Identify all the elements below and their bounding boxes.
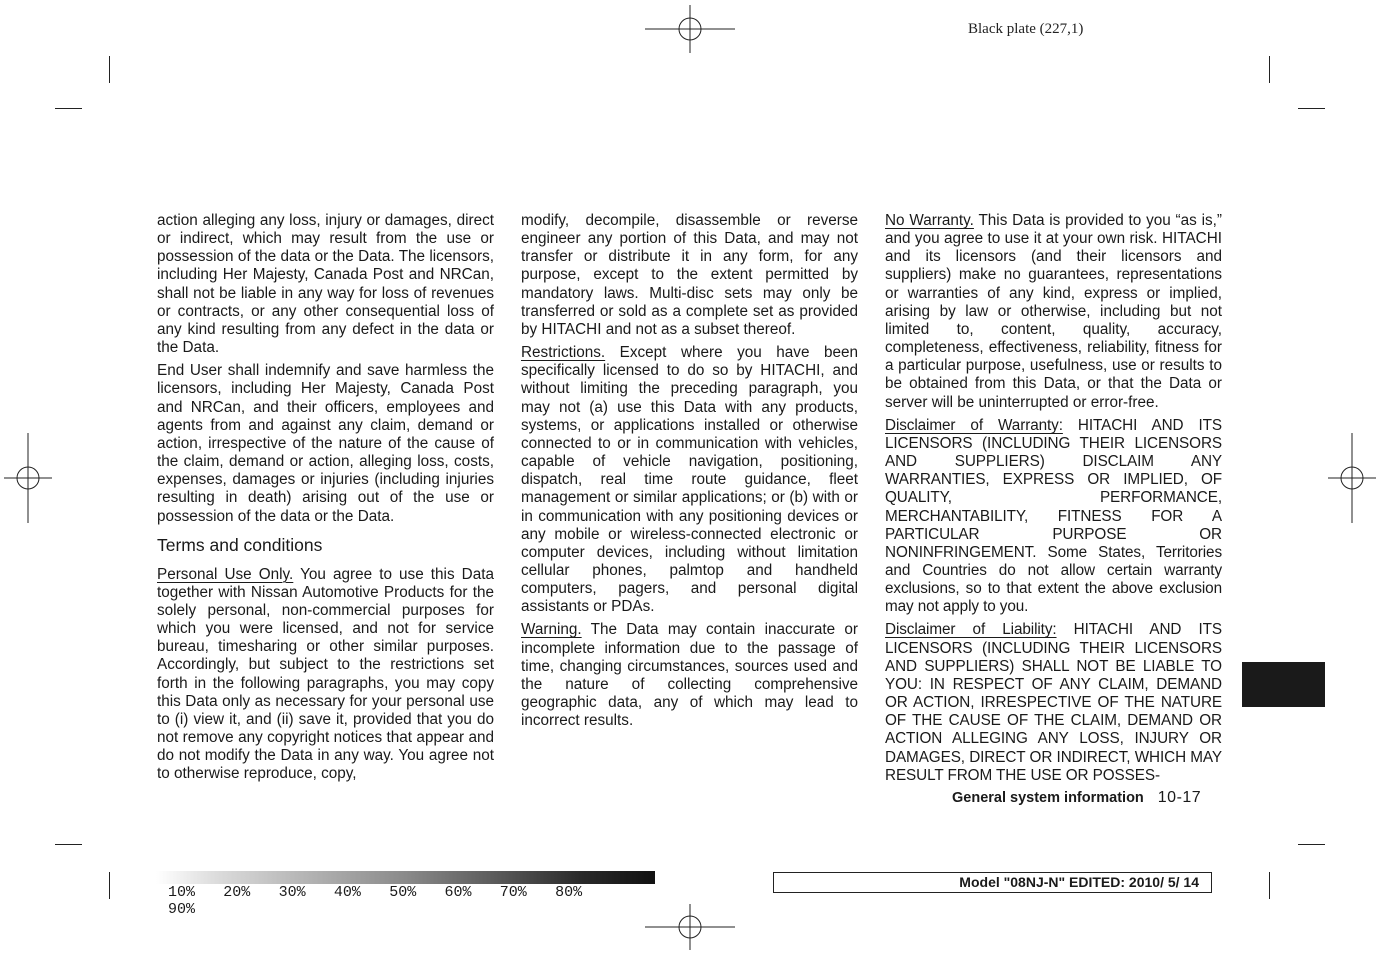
page-footer bbox=[952, 789, 1201, 807]
paragraph-text: The Data may contain inaccurate or incomplete information due to the passage of time, changing circumstances, sources used and the nature of collecting comprehensive geographic data, any of which may lead to incorrect results. bbox=[521, 621, 858, 730]
crop-mark bbox=[1269, 56, 1270, 83]
paragraph: modify, decompile, disassemble or reverse engineer any portion of this Data, and may not transfer or distribute it in any form, for any purpose, except to the extent permitted by mandatory laws. Multi-disc sets may only be transferred or sold as a complete set as provided by HITACHI and not as a subset thereof. bbox=[521, 212, 858, 338]
gradient-label: 70% bbox=[499, 884, 527, 901]
model-edit-box: Model "08NJ-N" EDITED: 2010/ 5/ 14 bbox=[773, 872, 1212, 893]
crop-mark bbox=[109, 56, 110, 83]
paragraph-text: Except where you have been specifically licensed to do so by HITACHI, and without limiting the preceding paragraph, you may not (a) use this Data with any products, systems, or applications installed or otherwise connected to or in communication with vehicles, capable of vehicle navigation, positioning, dispatch, real time route guidance, fleet management or similar applications; or (b) with or in communication with any positioning devices or any mobile or wireless-connected electronic or computer devices, including without limitation cellular phones, palmtop and handheld computers, pagers, and personal digital assistants or PDAs. bbox=[521, 344, 858, 616]
paragraph bbox=[521, 621, 858, 730]
registration-mark-bottom bbox=[645, 904, 735, 950]
section-thumb-tab bbox=[1242, 662, 1325, 707]
gradient-label: 50% bbox=[389, 884, 417, 901]
run-in-heading: Disclaimer of Warranty: bbox=[885, 416, 1063, 434]
gradient-label: 10% bbox=[168, 884, 196, 901]
paragraph bbox=[885, 212, 1222, 412]
crop-mark bbox=[109, 872, 110, 899]
crop-mark bbox=[1298, 844, 1325, 845]
paragraph bbox=[521, 344, 858, 616]
tone-gradient-bar bbox=[156, 871, 655, 884]
paragraph-text: Some States, Territories and Countries do not allow certain warranty exclusions, so to that extent the above exclusion may not apply to you. bbox=[885, 543, 1222, 616]
run-in-heading: Warning. bbox=[521, 621, 582, 639]
crop-mark bbox=[55, 844, 82, 845]
crop-mark bbox=[1269, 872, 1270, 899]
registration-mark-top bbox=[645, 5, 735, 53]
gradient-label: 30% bbox=[278, 884, 306, 901]
text-column-1 bbox=[157, 212, 494, 789]
gradient-label: 20% bbox=[223, 884, 251, 901]
run-in-heading: No Warranty. bbox=[885, 212, 974, 229]
footer-section-title: General system information bbox=[952, 790, 1144, 806]
gradient-label: 40% bbox=[333, 884, 361, 901]
run-in-heading: Personal Use Only. bbox=[157, 565, 294, 583]
page-number: 10-17 bbox=[1157, 789, 1202, 806]
registration-mark-left bbox=[4, 433, 52, 523]
paragraph-text: You agree to use this Data together with Nissan Automotive Products for the solely personal, non-commercial purposes for which you were licensed, and not for service bureau, timesharing or other similar purposes. Accordingly, but subject to the restrictions set forth in the following paragraphs, you may copy this Data only as necessary for your personal use to (i) view it, and (ii) save it, provided that you do not remove any copyright notices that appear and do not modify the Data in any way. You agree not to otherwise reproduce, copy, bbox=[157, 565, 494, 783]
gradient-label: 90% bbox=[168, 901, 196, 918]
section-heading: Terms and conditions bbox=[157, 534, 323, 555]
registration-mark-right bbox=[1328, 433, 1376, 523]
paragraph-text: HITACHI AND ITS LICENSORS (INCLUDING THEIR LICENSORS AND SUPPLIERS) SHALL NOT BE LIABLE TO YOU: IN RESPECT OF ANY CLAIM, DEMAND OR ACTION, IRRESPECTIVE OF THE NATURE OF THE CAUSE OF THE CLAIM, DEMAND OR ACTION ALLEGING ANY LOSS, INJURY OR DAMAGES, DIRECT OR INDIRECT, WHICH MAY RESULT FROM THE USE OR POSSES- bbox=[885, 621, 1223, 784]
tone-gradient-labels bbox=[168, 884, 658, 918]
paragraph: End User shall indemnify and save harmless the licensors, including Her Majesty, Canada Post and NRCan, and their officers, employees and agents from and against any claim, demand or action, irrespective of the nature of the cause of the claim, demand or action, alleging loss, costs, expenses, damages or injuries (including injuries resulting in death) arising out of the use or possession of the data or the Data. bbox=[157, 362, 494, 525]
plate-label: Black plate (227,1) bbox=[968, 21, 1084, 37]
text-column-3 bbox=[885, 212, 1222, 790]
gradient-label: 80% bbox=[555, 884, 583, 901]
paragraph bbox=[885, 621, 1222, 784]
run-in-heading: Restrictions. bbox=[521, 344, 606, 362]
text-column-2 bbox=[521, 212, 858, 735]
crop-mark bbox=[55, 108, 82, 109]
paragraph: action alleging any loss, injury or damages, direct or indirect, which may result from the use or possession of the data or the Data. The licensors, including Her Majesty, Canada Post and NRCan, shall not be liable in any way for loss of revenues or contracts, or any other consequential loss of any kind resulting from any defect in the data or the Data. bbox=[157, 212, 494, 357]
crop-mark bbox=[1298, 108, 1325, 109]
run-in-heading: Disclaimer of Liability: bbox=[885, 621, 1057, 639]
paragraph bbox=[885, 417, 1222, 617]
paragraph-text: This Data is provided to you “as is,” and you agree to use it at your own risk. HITACHI and its licensors (and their licensors and suppliers) make no guarantees, representations or warranties of any kind, express or implied, arising by law or otherwise, including but not limited to, content, quality, accuracy, completeness, effectiveness, reliability, fitness for a particular purpose, usefulness, use or results to be obtained from this Data, or that the Data or server will be uninterrupted or error-free. bbox=[885, 212, 1222, 411]
gradient-label: 60% bbox=[444, 884, 472, 901]
paragraph-caps-text: HITACHI AND ITS LICENSORS (INCLUDING THEIR LICENSORS AND SUPPLIERS) DISCLAIM ANY WARRANTIES, EXPRESS OR IMPLIED, OF QUALITY, PERFORMANCE, MERCHANTABILITY, FITNESS FOR A PARTICULAR PURPOSE OR NONINFRINGEMENT. bbox=[885, 416, 1223, 561]
paragraph bbox=[157, 566, 494, 784]
